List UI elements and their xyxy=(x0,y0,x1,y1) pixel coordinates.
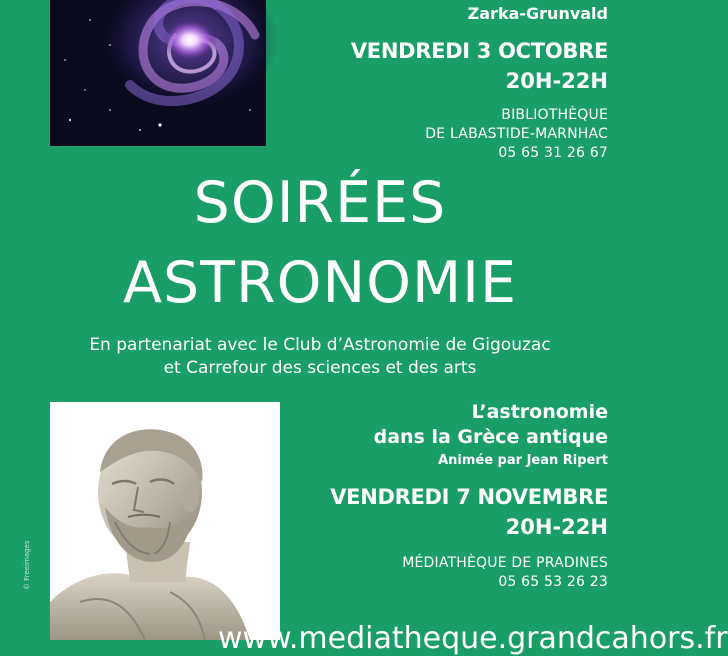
event-2 xyxy=(268,400,608,592)
event-2-date: VENDREDI 7 NOVEMBRE xyxy=(330,485,608,509)
partnership-text xyxy=(0,334,640,380)
image-credit: © Freeimages xyxy=(23,540,31,590)
partnership-line-1: En partenariat avec le Club d’Astronomie de Gigouzac xyxy=(89,335,551,355)
event-2-topic-line2: dans la Grèce antique xyxy=(373,426,608,448)
event-2-topic-line1: L’astronomie xyxy=(471,401,608,423)
event-1-time: 20H-22H xyxy=(505,69,608,93)
event-2-phone: 05 65 53 26 23 xyxy=(498,574,608,590)
aristotle-bust-image xyxy=(50,402,280,640)
event-1 xyxy=(278,0,608,163)
event-2-time: 20H-22H xyxy=(505,515,608,539)
title-line-1: SOIRÉES xyxy=(193,170,447,236)
event-1-venue xyxy=(278,106,608,163)
website-url[interactable]: www.mediatheque.grandcahors.fr xyxy=(218,621,728,656)
event-1-phone: 05 65 31 26 67 xyxy=(498,145,608,161)
partnership-line-2: et Carrefour des sciences et des arts xyxy=(163,358,477,378)
title-line-2: ASTRONOMIE xyxy=(123,250,517,316)
event-1-speaker: Zarka-Grunvald xyxy=(467,4,608,23)
event-2-host: Animée par Jean Ripert xyxy=(438,453,608,468)
event-1-venue-line1: BIBLIOTHÈQUE xyxy=(501,107,608,123)
galaxy-image xyxy=(50,0,266,146)
event-1-venue-line2: DE LABASTIDE-MARNHAC xyxy=(425,126,608,142)
event-2-venue-block xyxy=(268,554,608,592)
event-1-date: VENDREDI 3 OCTOBRE xyxy=(350,39,608,63)
event-2-venue: MÉDIATHÈQUE DE PRADINES xyxy=(402,555,608,571)
